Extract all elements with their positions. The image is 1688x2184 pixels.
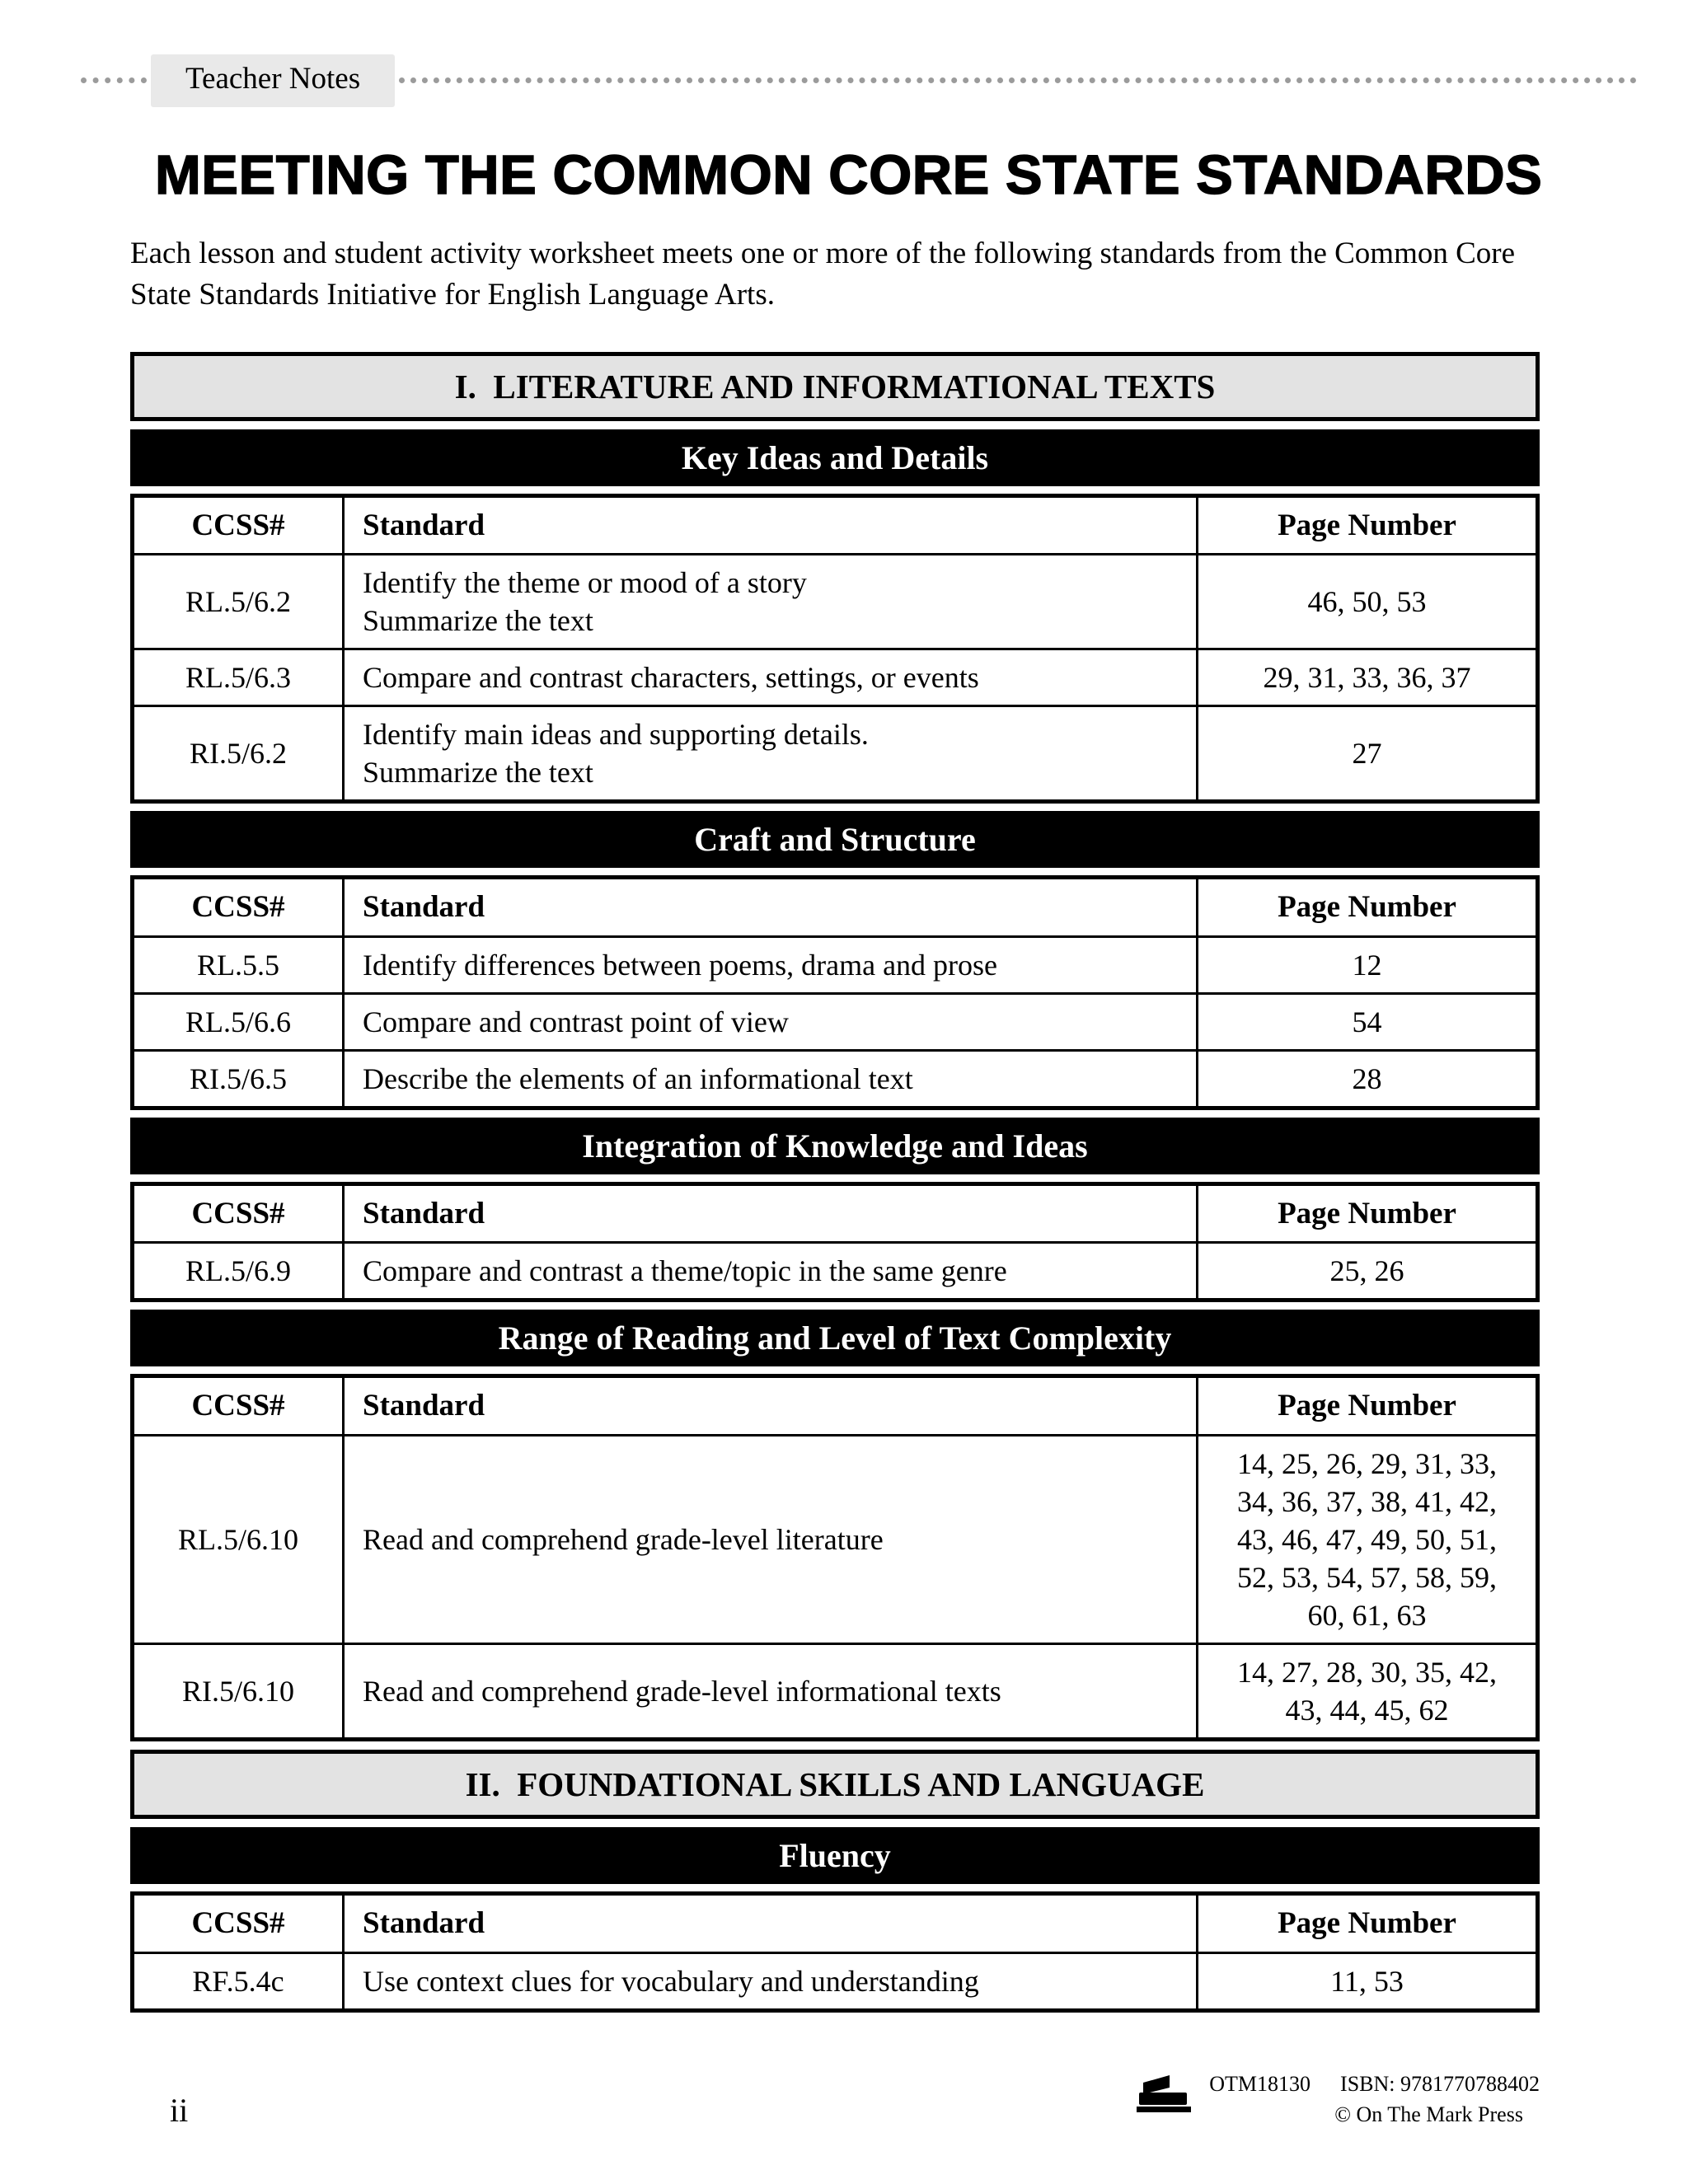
standards-table [130, 352, 1540, 2013]
table-row-group [130, 1374, 1540, 1741]
standard-cell: Compare and contrast a theme/topic in the same genre [342, 1244, 1196, 1298]
standard-cell: Describe the elements of an informational text [342, 1052, 1196, 1106]
table-strand-title: Craft and Structure [130, 811, 1540, 868]
pages-cell: 28 [1196, 1052, 1536, 1106]
standard-row [134, 705, 1536, 799]
product-code: OTM18130 [1209, 2072, 1311, 2097]
table-strand-title: Range of Reading and Level of Text Complexity [130, 1310, 1540, 1366]
teacher-notes-tab [151, 54, 395, 107]
column-header: CCSS# [191, 1196, 285, 1230]
column-header: Page Number [1196, 1378, 1536, 1433]
pages-cell: 54 [1196, 995, 1536, 1049]
column-header: Standard [342, 879, 1196, 935]
column-header: CCSS# [191, 1389, 285, 1423]
standard-cell: Compare and contrast point of view [342, 995, 1196, 1049]
column-header: Standard [342, 1378, 1196, 1433]
column-header-row [134, 879, 1536, 935]
isbn-text: ISBN: 9781770788402 [1340, 2072, 1540, 2097]
pages-cell: 27 [1196, 707, 1536, 799]
table-row-group [130, 875, 1540, 1110]
ccss-cell: RL.5/6.9 [185, 1254, 291, 1288]
publisher-lines [1209, 2069, 1540, 2130]
ccss-cell: RI.5/6.2 [189, 737, 287, 771]
standard-row [134, 935, 1536, 992]
pages-cell: 14, 25, 26, 29, 31, 33, 34, 36, 37, 38, 41, 42, 43, 46, 47, 49, 50, 51, 52, 53, 54, 57, 58, 59, 60, 61, 63 [1196, 1436, 1536, 1643]
pages-cell: 25, 26 [1196, 1244, 1536, 1298]
ccss-cell: RI.5/6.10 [181, 1675, 294, 1708]
column-header-row [134, 498, 1536, 553]
standard-cell: Identify the theme or mood of a story Summarize the text [342, 555, 1196, 648]
standard-row [134, 1434, 1536, 1643]
ccss-cell: RL.5/6.10 [177, 1522, 298, 1556]
pages-cell: 11, 53 [1196, 1954, 1536, 2008]
standard-cell: Identify main ideas and supporting details. Summarize the text [342, 707, 1196, 799]
product-line [1209, 2069, 1540, 2099]
publisher-block [1137, 2069, 1540, 2130]
table-strand-title: Integration of Knowledge and Ideas [130, 1118, 1540, 1174]
publisher-logo-icon [1137, 2073, 1196, 2118]
standard-row [134, 648, 1536, 705]
standard-cell: Use context clues for vocabulary and understanding [342, 1954, 1196, 2008]
ccss-cell: RL.5/6.6 [185, 1005, 291, 1038]
standard-row [134, 992, 1536, 1049]
standard-row [134, 1049, 1536, 1106]
standard-cell: Read and comprehend grade-level literature [342, 1436, 1196, 1643]
column-header: Page Number [1196, 1896, 1536, 1951]
pages-cell: 29, 31, 33, 36, 37 [1196, 650, 1536, 705]
table-section-title: I. LITERATURE AND INFORMATIONAL TEXTS [130, 352, 1540, 421]
table-strand-title: Fluency [130, 1827, 1540, 1884]
column-header: Page Number [1196, 1186, 1536, 1241]
tab-label: Teacher Notes [185, 62, 361, 96]
page-title: MEETING THE COMMON CORE STATE STANDARDS [155, 143, 1543, 206]
column-header-row [134, 1378, 1536, 1433]
page-number: ii [170, 2092, 189, 2129]
publisher-name: © On The Mark Press [1334, 2102, 1523, 2126]
standard-row [134, 1241, 1536, 1298]
ccss-cell: RI.5/6.5 [189, 1062, 287, 1095]
table-row-group [130, 1891, 1540, 2012]
column-header-row [134, 1896, 1536, 1951]
ccss-cell: RL.5/6.2 [185, 584, 291, 618]
dotted-rule-right [399, 77, 1637, 83]
standard-cell: Identify differences between poems, drama and prose [342, 938, 1196, 992]
ccss-cell: RF.5.4c [192, 1964, 284, 1998]
column-header: Page Number [1196, 879, 1536, 935]
pages-cell: 14, 27, 28, 30, 35, 42, 43, 44, 45, 62 [1196, 1645, 1536, 1737]
intro-paragraph: Each lesson and student activity worksheet meets one or more of the following standards from the Common Core State Standards Initiative for English Language Arts. [130, 236, 1516, 312]
standard-row [134, 1643, 1536, 1737]
page-content [0, 143, 1688, 2013]
column-header: CCSS# [191, 890, 285, 925]
column-header: Standard [342, 498, 1196, 553]
pages-cell: 46, 50, 53 [1196, 555, 1536, 648]
standard-cell: Read and comprehend grade-level informational texts [342, 1645, 1196, 1737]
ccss-cell: RL.5/6.3 [185, 661, 291, 695]
pages-cell: 12 [1196, 938, 1536, 992]
column-header: CCSS# [191, 508, 285, 542]
standard-row [134, 1952, 1536, 2008]
column-header: Page Number [1196, 498, 1536, 553]
standard-cell: Compare and contrast characters, settings, or events [342, 650, 1196, 705]
column-header-row [134, 1186, 1536, 1241]
table-row-group [130, 1182, 1540, 1302]
standard-row [134, 553, 1536, 648]
dotted-rule-left [81, 77, 147, 83]
ccss-cell: RL.5.5 [196, 948, 279, 982]
table-row-group [130, 494, 1540, 804]
column-header: Standard [342, 1896, 1196, 1951]
page-footer [130, 2069, 1540, 2130]
table-section-title: II. FOUNDATIONAL SKILLS AND LANGUAGE [130, 1750, 1540, 1819]
column-header: CCSS# [191, 1906, 285, 1941]
column-header: Standard [342, 1186, 1196, 1241]
table-strand-title: Key Ideas and Details [130, 429, 1540, 486]
header-tab-row [0, 0, 1688, 107]
